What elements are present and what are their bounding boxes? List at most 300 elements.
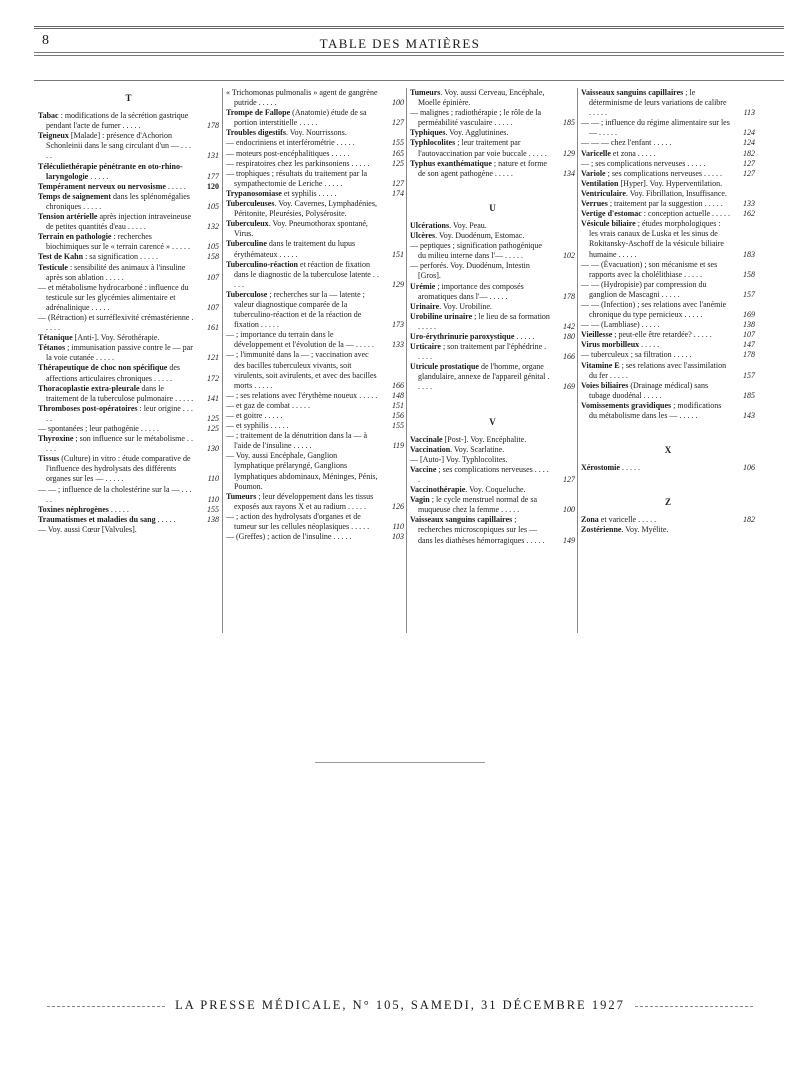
leader-dots: . . . . . (268, 421, 289, 431)
page-ref: 182 (743, 148, 755, 158)
leader-dots: . . . . . (349, 522, 370, 532)
entry-heading: Troubles digestifs (226, 128, 286, 138)
leader-dots: . . . . . (152, 373, 173, 383)
entry-heading: Trypanosomiase (226, 188, 282, 198)
page-ref: 131 (207, 151, 219, 161)
index-entry (226, 451, 404, 491)
index-entry (38, 404, 219, 424)
leader-dots: . . . . . (659, 289, 680, 299)
leader-dots: . . . . . (641, 390, 662, 400)
index-entry (581, 525, 755, 535)
index-entry (38, 384, 219, 404)
leader-dots: . . . . . (418, 464, 549, 484)
leader-dots: . . . . . (46, 312, 194, 333)
entry-text: — (Rétraction) et surréflexivité crémastérienne (38, 312, 190, 322)
entry-text: — et métabolisme hydrocarboné : influence du testicule sur les glycémies alimentaire et adrénalinique (38, 282, 189, 312)
index-entry (581, 463, 755, 473)
leader-dots: . . . . . (138, 424, 159, 433)
leader-dots: . . . . . (710, 209, 730, 219)
entry-heading: Urémie (410, 281, 436, 291)
leader-dots: . . . . . (349, 158, 370, 168)
index-entry (581, 199, 755, 209)
page-ref: 125 (392, 158, 404, 168)
index-entry (38, 505, 219, 515)
index-column-1 (38, 88, 219, 535)
index-entry (226, 431, 404, 451)
page-ref: 127 (392, 118, 404, 128)
entry-heading: Variole (581, 168, 606, 178)
index-entry (410, 435, 575, 445)
index-entry (226, 350, 404, 390)
entry-text: — respiratoires chez les parkinsoniens (226, 158, 350, 168)
entry-heading: Virus morbilleux (581, 340, 640, 350)
page-ref: 110 (392, 522, 404, 532)
index-entry (581, 330, 755, 340)
page-ref: 107 (743, 330, 755, 340)
index-entry (410, 128, 575, 138)
index-entry (38, 131, 219, 161)
entry-text: . Voy. Fibrillation, Insuffisance. (625, 188, 727, 198)
index-entry (38, 313, 219, 333)
index-entry (581, 159, 755, 169)
entry-text: des affections articulaires chroniques (46, 363, 181, 383)
header-rule-thin (34, 55, 784, 56)
section-gap (410, 393, 575, 417)
index-entry (226, 199, 404, 219)
entry-heading: Typhiques (410, 128, 446, 138)
section-gap (581, 421, 755, 445)
index-entry (581, 350, 755, 360)
entry-text: : recherches biochimiques sur le « terrain carencé » (46, 232, 170, 252)
leader-dots: . . . . . (682, 310, 703, 320)
leader-dots: . . . . . (526, 148, 547, 158)
entry-heading: Voies biliaires (581, 380, 629, 390)
entry-text: — ; ses complications nerveuses (581, 158, 686, 168)
index-entry (410, 282, 575, 302)
index-column-2 (226, 88, 404, 542)
leader-dots: . . . . . (353, 340, 374, 350)
index-entry (581, 401, 755, 421)
leader-dots: . . . . . (589, 108, 607, 118)
leader-dots: . . . . . (492, 118, 513, 128)
page-ref: 148 (392, 390, 404, 400)
section-letter: T (125, 93, 132, 103)
section-gap (581, 473, 755, 497)
index-entry (226, 411, 404, 421)
entry-heading: Vaccine (410, 464, 437, 474)
index-entry (226, 239, 404, 259)
entry-text: et syphilis (281, 188, 317, 198)
entry-heading: Varicelle (581, 148, 611, 158)
index-entry (38, 232, 219, 252)
entry-heading: Verrues (581, 199, 608, 209)
leader-dots: . . . . . (262, 411, 283, 420)
entry-heading: Tissus (38, 454, 60, 464)
index-entry (38, 515, 219, 525)
index-entry (38, 111, 219, 131)
leader-dots: . . . . . (173, 393, 194, 403)
entry-text: : sensibilité des animaux à l'insuline après son ablation (46, 262, 186, 282)
entry-text: — (Greffes) ; action de l'insuline (226, 532, 332, 542)
footer-text: LA PRESSE MÉDICALE, N° 105, SAMEDI, 31 DÉCEMBRE 1927 (175, 998, 625, 1012)
leader-dots: . . . . . (46, 403, 193, 423)
page-ref: 169 (743, 310, 755, 320)
entry-heading: Téléculiethérapie pénétrante en oto-rhino-laryngologie (38, 161, 183, 181)
index-entry (581, 189, 755, 199)
index-entry (226, 391, 404, 401)
entry-heading: Thérapeutique de choc non spécifique (38, 363, 168, 373)
entry-text: — moteurs post-encéphalitiques (226, 148, 330, 158)
entry-text: — — — chez l'enfant (581, 138, 652, 148)
page-ref: 125 (207, 413, 219, 423)
leader-dots: . . . . . (46, 484, 192, 504)
leader-dots: . . . . . (103, 272, 124, 282)
page-ref: 182 (743, 515, 755, 525)
index-entry (38, 263, 219, 283)
leader-dots: . . . . . (671, 350, 692, 360)
entry-text: [Anti-]. Voy. Sérothérapie. (72, 333, 160, 343)
header-rule (34, 52, 784, 53)
index-entry (410, 515, 575, 545)
index-column-3 (410, 88, 575, 546)
section-letter: U (489, 202, 496, 213)
entry-heading: Tension artérielle (38, 212, 98, 222)
index-entry (410, 332, 575, 342)
entry-text: — perforés. Voy. Duodénum, Intestin [Gros]. (410, 261, 530, 281)
leader-dots: . . . . . (322, 178, 343, 188)
page-ref: 133 (743, 199, 755, 209)
leader-dots: . . . . . (258, 320, 279, 330)
index-entry (226, 159, 404, 169)
entry-text: « Trichomonas pulmonalis » agent de gangrène putride (226, 88, 378, 108)
page-ref: 172 (207, 373, 219, 383)
index-entry (226, 260, 404, 290)
index-entry (226, 169, 404, 189)
leader-dots: . . . . . (597, 128, 617, 138)
entry-heading: Tétanique (38, 333, 73, 343)
entry-heading: Tempérament nerveux ou nervosisme (38, 181, 166, 191)
entry-text: . Voy. Urobiline. (439, 301, 492, 311)
entry-text: dans le traitement du lupus érythémateux (234, 239, 356, 259)
entry-text: et zona (610, 148, 636, 158)
page-ref: 173 (392, 320, 404, 330)
entry-text: — spontanées ; leur pathogénie (38, 424, 139, 433)
leader-dots: . . . . . (297, 118, 318, 128)
index-entry (226, 330, 404, 350)
leader-dots: . . . . . (685, 158, 706, 168)
entry-heading: Ventriculaire (581, 188, 626, 198)
page-ref: 157 (743, 370, 755, 380)
page-ref: 120 (207, 181, 219, 191)
index-entry (38, 162, 219, 182)
entry-text: . Voy. Peau. (449, 220, 487, 230)
page-ref: 165 (392, 148, 404, 158)
entry-heading: Typhlocolites (410, 138, 456, 148)
entry-heading: Toxines néphrogènes (38, 504, 109, 514)
entry-text: ; le lieu de sa formation (472, 311, 550, 321)
entry-text: . Voy. aussi Cerveau, Encéphale, Moelle épinière. (418, 88, 545, 108)
index-column-4 (581, 88, 755, 536)
entry-text: . Voy. Agglutinines. (445, 128, 509, 138)
bottom-separator (315, 762, 485, 763)
leader-dots: . . . . . (334, 138, 355, 148)
page-ref: 100 (392, 98, 404, 108)
section-letter: Z (664, 497, 671, 508)
entry-text: dans les splénomégalies chroniques (46, 191, 190, 211)
entry-heading: Urticaire (410, 342, 441, 352)
entry-text: — — (Évacuation) ; son mécanisme et ses rapports avec la cholélithiase (581, 259, 718, 279)
index-entry (410, 261, 575, 281)
entry-text: : leur origine (137, 403, 181, 413)
entry-text: — tuberculeux ; sa filtration (581, 350, 672, 360)
index-entry (410, 138, 575, 158)
index-entry (410, 342, 575, 362)
leader-dots: . . . . . (155, 514, 176, 524)
entry-text: ; leur développement dans les tissus exposés aux rayons X et au radium (234, 491, 374, 511)
leader-dots: . . . . . (418, 372, 550, 392)
leader-dots: . . . . . (639, 320, 660, 330)
index-entry (38, 283, 219, 313)
page-ref: 169 (563, 382, 575, 392)
leader-dots: . . . . . (46, 141, 191, 161)
page-ref: 105 (207, 201, 219, 211)
entry-text: ; ses relations avec l'assimilation du fer (589, 360, 727, 380)
page-ref: 158 (207, 252, 219, 262)
entry-text: — — ; influence du régime alimentaire sur les — (581, 118, 730, 138)
page-ref: 157 (743, 289, 755, 299)
entry-heading: Vaccinothérapie (410, 485, 466, 495)
leader-dots: . . . . . (46, 434, 193, 454)
page-ref: 141 (207, 393, 219, 403)
page-ref: 132 (207, 222, 219, 232)
entry-text: ; traitement par la suggestion (607, 199, 703, 209)
entry-heading: Ulcères (410, 231, 436, 241)
index-entry (38, 363, 219, 383)
entry-heading: Thoracoplastie extra-pleurale (38, 383, 140, 393)
entry-heading: Traumatismes et maladies du sang (38, 514, 156, 524)
index-entry (410, 241, 575, 261)
page-number: 8 (42, 33, 49, 48)
leader-dots: . . . . . (252, 380, 273, 390)
index-entry (581, 179, 755, 189)
entry-heading: Zostérienne (581, 525, 622, 535)
leader-dots: . . . . . (291, 441, 312, 451)
page-ref: 110 (207, 494, 219, 504)
leader-dots: . . . . . (234, 269, 379, 289)
entry-heading: Tumeurs (226, 491, 257, 501)
entry-text: : sa signification (83, 252, 138, 262)
entry-text: — et goitre (226, 411, 263, 420)
page-ref: 155 (392, 421, 404, 431)
entry-text: . Voy. Pneumothorax spontané, Virus. (234, 219, 368, 239)
page-ref: 155 (392, 138, 404, 148)
leader-dots: . . . . . (331, 532, 352, 542)
entry-text: ; le déterminisme de leurs variations de calibre (589, 88, 727, 108)
page-ref: 110 (207, 474, 219, 484)
page-ref: 155 (207, 504, 219, 514)
entry-heading: Vaccinale (410, 434, 443, 444)
page-ref: 142 (563, 321, 575, 331)
footer-rule-left (47, 1006, 165, 1007)
index-entry (581, 169, 755, 179)
index-entry (581, 219, 755, 259)
leader-dots: . . . . . (702, 199, 723, 209)
page-ref: 125 (207, 424, 219, 433)
index-entry (226, 401, 404, 411)
entry-heading: Ulcérations (410, 220, 450, 230)
entry-heading: Tuberculino-réaction (226, 259, 299, 269)
page-ref: 151 (392, 249, 404, 259)
entry-text: ; son traitement par l'éphédrine (440, 342, 543, 352)
entry-text: ; nature et forme de son agent pathogène (418, 158, 547, 178)
entry-heading: Urobiline urinaire (410, 311, 473, 321)
page-ref: 166 (392, 380, 404, 390)
entry-text: . Voy. Cavernes, Lymphadénies, Péritonite, Pleurésies, Polysérosite. (234, 199, 377, 219)
entry-text: — et gaz de combat (226, 400, 290, 410)
entry-text: — endocriniens et interférométrie (226, 138, 335, 148)
leader-dots: . . . . . (81, 201, 102, 211)
leader-dots: . . . . . (165, 181, 186, 191)
page-ref: 100 (563, 505, 575, 515)
index-entry (581, 209, 755, 219)
page-ref: 183 (743, 249, 755, 259)
index-entry (581, 320, 755, 330)
entry-text: — — (Lambliase) (581, 320, 640, 330)
index-entry (226, 88, 404, 108)
index-entry (410, 231, 575, 241)
page-ref: 103 (392, 532, 404, 542)
page-ref: 143 (743, 411, 755, 420)
entry-text: — et syphilis (226, 421, 269, 431)
leader-dots: . . . . . (677, 411, 698, 420)
page-ref: 147 (743, 340, 755, 350)
leader-dots: . . . . . (357, 390, 378, 400)
entry-text: ; recherches microscopiques sur les — dans les diathèses hémorragiques (418, 515, 538, 545)
index-entry (226, 108, 404, 128)
leader-dots: . . . . . (316, 188, 337, 198)
index-entry (410, 465, 575, 485)
footer-rule-right (635, 1006, 753, 1007)
entry-text: ; peut-elle être retardée? (612, 330, 692, 340)
entry-text: ; recherches sur la — latente ; valeur diagnostique comparée de la tuberculino-réaction et de la réaction de fixation (234, 289, 365, 330)
page-ref: 161 (207, 323, 219, 333)
leader-dots: . . . . . (487, 291, 508, 301)
leader-dots: . . . . . (108, 504, 129, 514)
page-ref: 178 (743, 350, 755, 360)
page-ref: 162 (743, 209, 755, 219)
index-entry (226, 492, 404, 512)
index-entry (581, 300, 755, 320)
entry-text: — malignes ; radiothérapie ; le rôle de la perméabilité vasculaire (410, 108, 542, 128)
index-entry (38, 192, 219, 212)
page-ref: 121 (207, 353, 219, 363)
leader-dots: . . . . . (691, 330, 712, 340)
page-ref: 138 (207, 514, 219, 524)
index-entry (226, 219, 404, 239)
entry-heading: Test de Kahn (38, 252, 84, 262)
page-ref: 133 (392, 340, 404, 350)
entry-text: (Culture) in vitro : étude comparative de l'influence des hydrolysats des différents organes sur les — (46, 454, 191, 484)
entry-heading: Utricule prostatique (410, 362, 479, 372)
entry-heading: Vieillesse (581, 330, 613, 340)
page-ref: 102 (563, 251, 575, 261)
leader-dots: . . . . . (607, 370, 628, 380)
entry-text: . Voy. Myélite. (621, 525, 669, 535)
entry-heading: Tuberculeux (226, 219, 269, 229)
entry-text: — — (Infection) ; ses relations avec l'anémie chronique du type pernicieux (581, 299, 727, 320)
index-entry (226, 138, 404, 148)
leader-dots: . . . . . (93, 353, 114, 363)
index-entry (38, 434, 219, 454)
footer (0, 998, 800, 1013)
page-ref: 138 (743, 320, 755, 330)
index-entry (581, 149, 755, 159)
entry-text: après injection intraveineuse de petites quantités d'eau (46, 212, 192, 232)
index-entry (410, 362, 575, 392)
entry-text: — Voy. aussi Cœur [Valvules]. (38, 524, 137, 534)
index-entry (581, 381, 755, 401)
leader-dots: . . . . . (277, 249, 298, 259)
page-ref: 124 (743, 138, 755, 148)
page-ref: 129 (563, 148, 575, 158)
page-ref: 178 (207, 121, 219, 131)
leader-dots: . . . . . (88, 171, 109, 181)
entry-text: ; leur traitement par l'autovaccination par voie buccale (418, 138, 527, 158)
page-ref: 107 (207, 302, 219, 312)
entry-heading: Tumeurs (410, 88, 441, 97)
index-entry (226, 149, 404, 159)
index-entry (410, 455, 575, 465)
entry-text: : conception actuelle (641, 209, 710, 219)
entry-heading: Uro-érythrinurie paroxystique (410, 331, 515, 341)
entry-heading: Tétanos (38, 343, 66, 353)
leader-dots: . . . . . (616, 249, 637, 259)
index-entry (38, 525, 219, 535)
entry-heading: Thyroxine (38, 434, 74, 444)
entry-text: . Voy. Scarlatine. (450, 444, 505, 454)
entry-text: — peptiques ; signification pathogénique du milieu interne dans l'— (410, 241, 542, 261)
index-entry (410, 302, 575, 312)
entry-heading: Tuberculose (226, 289, 268, 299)
index-entry (38, 485, 219, 505)
leader-dots: . . . . . (651, 138, 672, 148)
page-ref: 127 (743, 168, 755, 178)
entry-text: — Voy. aussi Encéphale, Ganglion lymphatique prélaryngé, Ganglions lymphatiques abdominaux, Méninges, Pénis, Poumon. (226, 451, 378, 491)
entry-text: de l'homme, organe glandulaire, annexe de l'appareil génital (418, 362, 546, 382)
entry-text: . Voy. Coqueluche. (465, 485, 526, 495)
entry-heading: Ventilation (581, 178, 619, 188)
leader-dots: . . . . . (639, 340, 660, 350)
entry-text: — — (Hydropisie) par compression du ganglion de Mascagni (581, 279, 707, 299)
index-entry (410, 312, 575, 332)
index-entry (38, 333, 219, 343)
column-divider (577, 88, 578, 633)
page-ref: 130 (207, 444, 219, 454)
index-entry (581, 88, 755, 118)
page-ref: 174 (392, 188, 404, 198)
index-entry (581, 118, 755, 138)
leader-dots: . . . . . (125, 222, 146, 232)
page-ref: 149 (563, 535, 575, 545)
index-entry (226, 128, 404, 138)
page-ref: 127 (563, 475, 575, 484)
entry-heading: Vaccination (410, 444, 451, 454)
page-ref: 106 (743, 463, 755, 473)
entry-heading: Tabac (38, 111, 59, 121)
leader-dots: . . . . . (329, 148, 350, 158)
leader-dots: . . . . . (169, 242, 190, 252)
leader-dots: . . . . . (289, 400, 310, 410)
